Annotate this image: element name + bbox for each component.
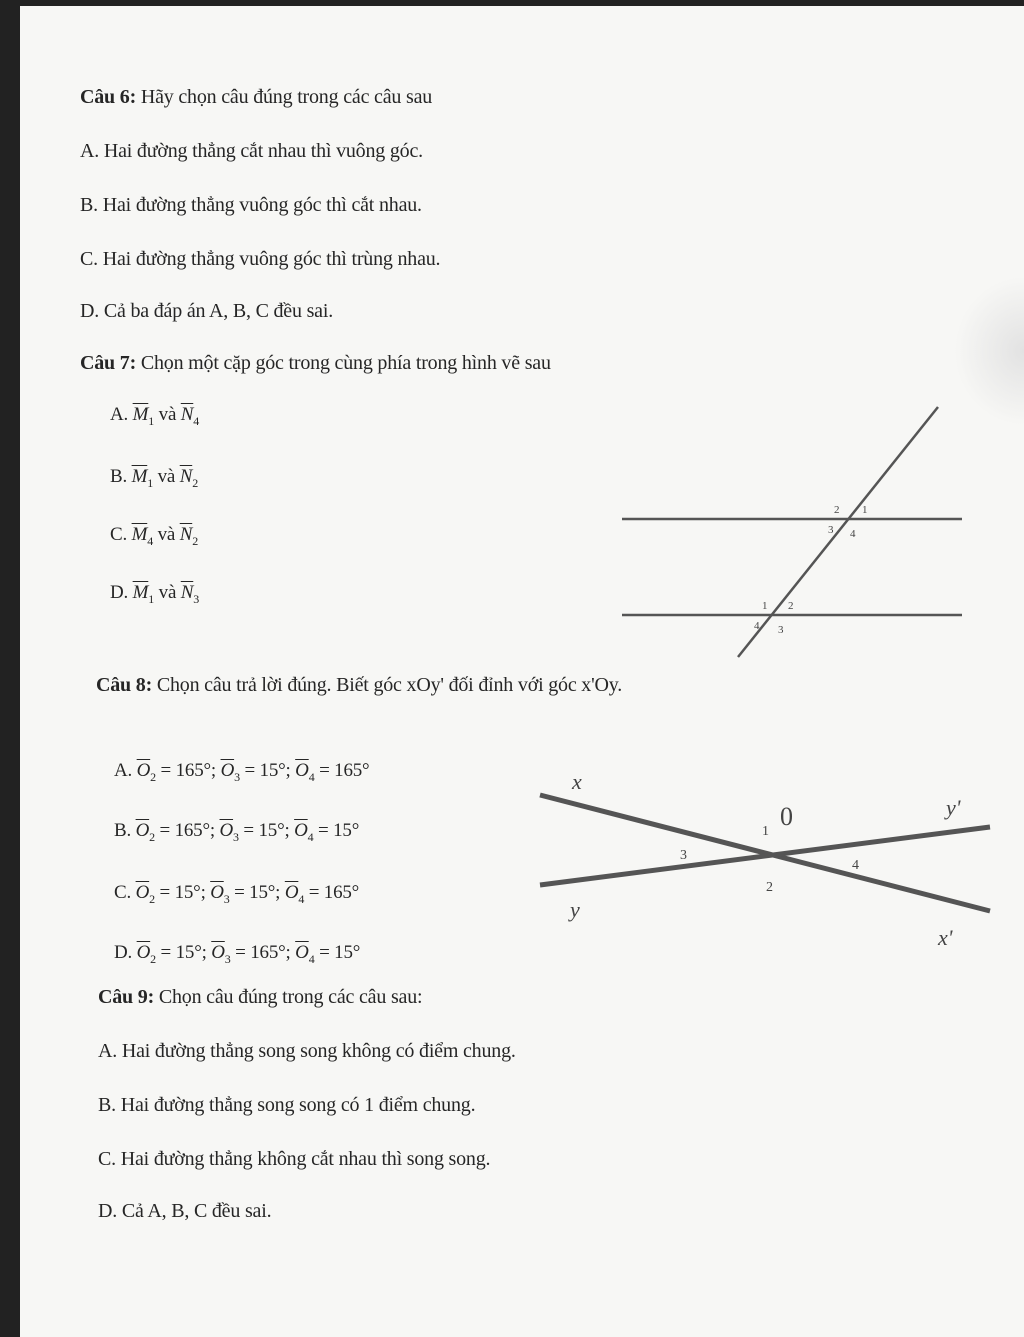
label-y: y	[570, 897, 580, 922]
angle-label: 4	[754, 620, 760, 632]
label-o: 0	[780, 802, 793, 831]
angle-m-sub: 1	[148, 413, 155, 428]
q8-heading	[96, 674, 622, 697]
and-word: và	[158, 582, 177, 603]
q7-option-d	[110, 582, 199, 607]
label-x: x	[572, 769, 582, 794]
label-x-prime: x'	[938, 925, 953, 950]
q9-prompt: Chọn câu đúng trong các câu sau:	[158, 986, 423, 1008]
q9-option-b: B. Hai đường thẳng song song có 1 điểm chung.	[98, 1094, 476, 1116]
and-word: và	[157, 466, 176, 487]
q8-title: Câu 8:	[96, 674, 153, 696]
angle-n: $\overline{N}$	[179, 524, 193, 545]
q7-title: Câu 7:	[80, 352, 137, 374]
angle-o2-value: 165°	[174, 820, 210, 841]
transversal-line	[738, 407, 938, 657]
q7-option-letter: A.	[110, 404, 129, 425]
q7-heading	[80, 352, 551, 375]
angle-n: $\overline{N}$	[179, 466, 193, 487]
angle-label: 4	[852, 858, 859, 873]
angle-label: 2	[788, 600, 794, 612]
q9-option-c: C. Hai đường thẳng không cắt nhau thì song song.	[98, 1148, 491, 1170]
q7-option-c	[110, 524, 198, 549]
q7-option-letter: D.	[110, 582, 129, 603]
angle-label: 1	[762, 600, 768, 612]
angle-label: 3	[680, 848, 687, 863]
q8-option-a: A. $\overline{O}_2 = 165^\circ$; $\overline{O}_3 = 15^\circ$; $\overline{O}_4 = 165^\circ$	[114, 760, 370, 784]
and-word: và	[157, 524, 176, 545]
q8-option-letter: C.	[114, 882, 132, 903]
angle-o3-value: 165°	[250, 942, 286, 963]
q8-option-letter: B.	[114, 820, 132, 841]
angle-label: 3	[828, 524, 834, 536]
angle-o4-value: 165°	[323, 882, 360, 903]
angle-label: 2	[834, 504, 840, 516]
q8-option-d: D. $\overline{O}_2 = 15^\circ$; $\overline{O}_3 = 165^\circ$; $\overline{O}_4 = 15^\circ$	[114, 942, 361, 966]
angle-label: 2	[766, 880, 773, 895]
angle-n: $\overline{N}$	[180, 404, 194, 425]
q6-title: Câu 6:	[80, 86, 137, 108]
angle-n-sub: 2	[192, 533, 199, 548]
q6-option-b: B. Hai đường thẳng vuông góc thì cắt nhau.	[80, 194, 422, 216]
angle-n: $\overline{N}$	[180, 582, 194, 603]
angle-o4-value: 15°	[334, 942, 361, 963]
q8-option-letter: D.	[114, 942, 133, 963]
angle-n-sub: 4	[193, 413, 200, 428]
q7-option-b	[110, 466, 198, 491]
q8-vertical-angles-figure	[530, 765, 1000, 965]
angle-m: $\overline{M}$	[131, 466, 148, 487]
angle-m-sub: 1	[147, 475, 154, 490]
angle-m-sub: 4	[147, 533, 154, 548]
q6-option-a: A. Hai đường thẳng cắt nhau thì vuông góc.	[80, 140, 423, 162]
q7-parallel-lines-figure	[610, 395, 980, 675]
q7-option-letter: C.	[110, 524, 128, 545]
q9-option-a: A. Hai đường thẳng song song không có điểm chung.	[98, 1040, 516, 1062]
angle-n-sub: 3	[193, 591, 200, 606]
q9-heading	[98, 986, 422, 1009]
q7-option-letter: B.	[110, 466, 128, 487]
angle-m: $\overline{M}$	[132, 404, 149, 425]
angle-o3-value: 15°	[249, 882, 276, 903]
q7-option-a	[110, 404, 199, 429]
angle-o2-value: 15°	[174, 882, 201, 903]
angle-o3-value: 15°	[259, 760, 286, 781]
angle-m: $\overline{M}$	[131, 524, 148, 545]
angle-o3-value: 15°	[258, 820, 285, 841]
and-word: và	[158, 404, 177, 425]
line-x-xprime	[540, 795, 990, 911]
q7-prompt: Chọn một cặp góc trong cùng phía trong hình vẽ sau	[140, 352, 551, 374]
q9-option-d: D. Cả A, B, C đều sai.	[98, 1200, 272, 1222]
angle-label: 3	[778, 624, 784, 636]
q8-option-c: C. $\overline{O}_2 = 15^\circ$; $\overline{O}_3 = 15^\circ$; $\overline{O}_4 = 165^\circ$	[114, 882, 360, 906]
q6-option-c: C. Hai đường thẳng vuông góc thì trùng nhau.	[80, 248, 441, 270]
angle-label: 4	[850, 528, 856, 540]
q6-heading	[80, 86, 432, 109]
q9-title: Câu 9:	[98, 986, 155, 1008]
angle-o4-value: 165°	[334, 760, 370, 781]
q8-prompt: Chọn câu trả lời đúng. Biết góc xOy' đối đỉnh với góc x'Oy.	[156, 674, 623, 696]
angle-o2-value: 165°	[175, 760, 211, 781]
q8-option-letter: A.	[114, 760, 133, 781]
q8-option-b: B. $\overline{O}_2 = 165^\circ$; $\overline{O}_3 = 15^\circ$; $\overline{O}_4 = 15^\circ$	[114, 820, 360, 844]
angle-label: 1	[762, 824, 769, 839]
angle-label: 1	[862, 504, 868, 516]
q6-option-d: D. Cả ba đáp án A, B, C đều sai.	[80, 300, 334, 322]
label-y-prime: y'	[946, 795, 961, 820]
angle-m: $\overline{M}$	[132, 582, 149, 603]
angle-o2-value: 15°	[175, 942, 202, 963]
angle-m-sub: 1	[148, 591, 155, 606]
q6-prompt: Hãy chọn câu đúng trong các câu sau	[140, 86, 433, 108]
angle-n-sub: 2	[192, 475, 199, 490]
angle-o4-value: 15°	[333, 820, 360, 841]
